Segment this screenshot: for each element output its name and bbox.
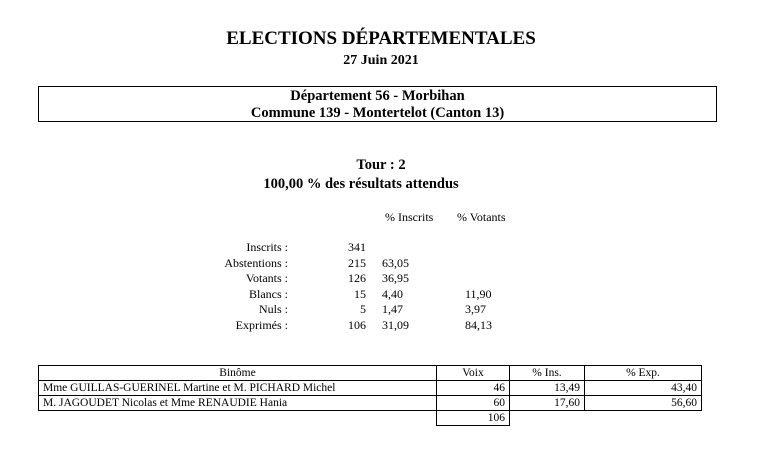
- stats-pct-inscrits: 36,95: [382, 271, 409, 286]
- stats-value: 106: [348, 317, 366, 332]
- total-row: [39, 411, 702, 426]
- election-date: 27 Juin 2021: [343, 53, 419, 68]
- stats-row-inscrits: [160, 240, 560, 256]
- stats-pct-votants: 84,13: [465, 317, 492, 332]
- binome-cell: Mme GUILLAS-GUERINEL Martine et M. PICHARD Michel: [39, 381, 437, 396]
- stats-row-nuls: [160, 302, 560, 318]
- table-row: [39, 381, 702, 396]
- stats-value: 5: [360, 302, 366, 317]
- stats-pct-inscrits: 4,40: [382, 286, 403, 301]
- stats-value: 341: [348, 240, 366, 254]
- stats-pct-inscrits: 31,09: [382, 317, 409, 332]
- stats-value: 215: [348, 255, 366, 270]
- col-voix-header: Voix: [437, 366, 510, 381]
- page-title: ELECTIONS DÉPARTEMENTALES: [226, 28, 536, 49]
- stats-value: 15: [354, 286, 366, 301]
- voix-cell: 46: [437, 381, 510, 396]
- stats-pct-inscrits: 1,47: [382, 302, 403, 317]
- tour-label: Tour : 2: [356, 157, 406, 173]
- results-table: [38, 365, 702, 426]
- results-expected-label: 100,00 % des résultats attendus: [263, 176, 459, 192]
- stats-label: Nuls :: [258, 302, 288, 317]
- table-row: [39, 396, 702, 411]
- stats-label: Abstentions :: [224, 255, 288, 270]
- stats-pct-votants: 11,90: [465, 286, 492, 301]
- pct-exp-cell: 43,40: [585, 381, 702, 396]
- pct-exp-cell: 56,60: [585, 396, 702, 411]
- stats-pct-inscrits: 63,05: [382, 255, 409, 270]
- stats-label: Exprimés :: [235, 317, 288, 332]
- pct-ins-cell: 17,60: [510, 396, 585, 411]
- total-voix-cell: 106: [437, 411, 510, 426]
- stats-pct-votants: 3,97: [465, 302, 486, 317]
- stats-value: 126: [348, 271, 366, 286]
- col-pct-exp-header: % Exp.: [585, 366, 702, 381]
- stats-label: Votants :: [245, 271, 288, 286]
- results-header-row: [39, 366, 702, 381]
- stats-label: Blancs :: [249, 286, 288, 301]
- stats-row-exprimes: [160, 318, 560, 334]
- commune-label: Commune 139 - Montertelot (Canton 13): [250, 105, 505, 121]
- stats-block: [160, 240, 560, 334]
- pct-ins-cell: 13,49: [510, 381, 585, 396]
- stats-row-blancs: [160, 287, 560, 303]
- voix-cell: 60: [437, 396, 510, 411]
- col-pct-ins-header: % Ins.: [510, 366, 585, 381]
- stats-label: Inscrits :: [246, 240, 288, 254]
- stats-row-abstentions: [160, 256, 560, 272]
- stats-row-votants: [160, 271, 560, 287]
- pct-inscrits-header: % Inscrits: [385, 210, 434, 224]
- location-box: [38, 86, 717, 122]
- col-binome-header: Binôme: [39, 366, 437, 381]
- pct-votants-header: % Votants: [457, 210, 506, 224]
- departement-label: Département 56 - Morbihan: [290, 88, 465, 104]
- binome-cell: M. JAGOUDET Nicolas et Mme RENAUDIE Hania: [39, 396, 437, 411]
